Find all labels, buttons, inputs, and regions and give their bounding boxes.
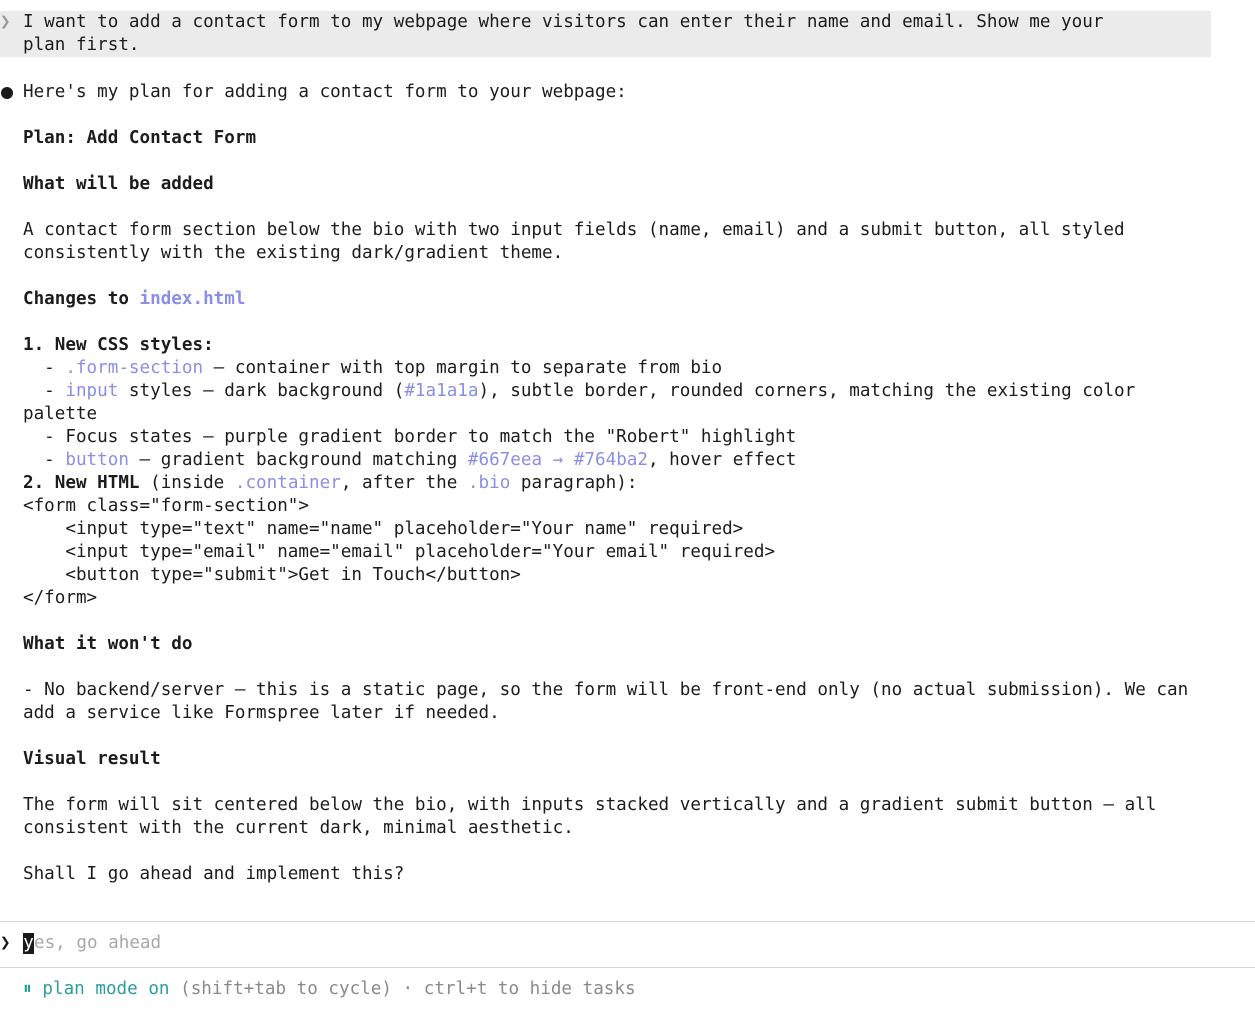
inline-code: .form-section [65, 358, 204, 378]
wont-body-line: - No backend/server — this is a static page, so the form will be front-end only (no actual submission). We can [23, 680, 1189, 700]
bullet-text: , hover effect [647, 450, 797, 470]
inline-code: button [65, 450, 129, 470]
bullet-text: — gradient background matching [128, 450, 468, 470]
html-code-line: <input type="email" name="email" placeholder="Your email" required> [23, 542, 776, 562]
wont-body-line: add a service like Formspree later if needed. [23, 703, 500, 723]
bullet-dash: - [23, 381, 66, 401]
text-cursor: y [23, 933, 34, 953]
prompt-input-placeholder[interactable]: es, go ahead [34, 933, 162, 953]
changes-heading-prefix: Changes to [23, 289, 140, 309]
changes-heading-file: index.html [139, 289, 246, 309]
inline-code: #1a1a1a [404, 381, 479, 401]
plan-title: Plan: Add Contact Form [23, 128, 257, 148]
bullet-text: — container with top margin to separate from bio [203, 358, 723, 378]
html-code-line: <form class="form-section"> [23, 496, 309, 516]
input-chevron-icon: ❯ [0, 933, 11, 953]
response-intro: Here's my plan for adding a contact form to your webpage: [23, 82, 627, 102]
section-added-body-line: consistently with the existing dark/gradient theme. [23, 243, 564, 263]
status-bar [23, 978, 636, 1001]
item2-num: 2. [23, 473, 55, 493]
inline-code: .container [234, 473, 341, 493]
inline-code: #667eea → #764ba2 [467, 450, 648, 470]
changes-heading [23, 288, 245, 311]
item2-text: , after the [340, 473, 468, 493]
html-code-line: <button type="submit">Get in Touch</button> [23, 565, 521, 585]
visual-body-line: The form will sit centered below the bio, with inputs stacked vertically and a gradient submit button — all [23, 795, 1157, 815]
bullet-dash: - [23, 358, 66, 378]
item1-bullet-button [23, 449, 796, 472]
plan-mode-indicator[interactable]: plan mode on [42, 979, 170, 999]
pause-icon: ⏸ [23, 979, 32, 999]
item1-bullet-input [23, 380, 1135, 403]
prompt-input-row[interactable] [0, 932, 1255, 955]
section-added-body-line: A contact form section below the bio with two input fields (name, email) and a submit button, all styled [23, 220, 1125, 240]
inline-code: input [65, 381, 119, 401]
response-bullet-icon [1, 87, 13, 99]
item1-label: 1. New CSS styles: [23, 335, 214, 355]
input-bottom-divider [0, 967, 1255, 968]
section-added-heading: What will be added [23, 174, 214, 194]
bullet-text: ), subtle border, rounded corners, matching the existing color [478, 381, 1136, 401]
input-top-divider [0, 921, 1255, 922]
html-code-line: </form> [23, 588, 98, 608]
item2-line [23, 472, 637, 495]
bullet-text: styles — dark background ( [118, 381, 405, 401]
item2-text: (inside [139, 473, 235, 493]
status-hint: (shift+tab to cycle) · ctrl+t to hide tasks [169, 979, 636, 999]
user-message-line: plan first. [23, 35, 140, 55]
item1-bullet-focus: - Focus states — purple gradient border to match the "Robert" highlight [23, 427, 797, 447]
visual-body-line: consistent with the current dark, minimal aesthetic. [23, 818, 574, 838]
bullet-dash: - [23, 450, 66, 470]
wont-heading: What it won't do [23, 634, 193, 654]
item1-bullet-input-wrap: palette [23, 404, 98, 424]
item2-label: New HTML [54, 473, 140, 493]
user-prompt-chevron-icon: ❯ [0, 12, 11, 32]
inline-code: .bio [467, 473, 511, 493]
html-code-line: <input type="text" name="name" placeholder="Your name" required> [23, 519, 744, 539]
confirmation-question: Shall I go ahead and implement this? [23, 864, 405, 884]
item2-text: paragraph): [510, 473, 638, 493]
user-message-line: I want to add a contact form to my webpage where visitors can enter their name and email. Show me your [23, 12, 1104, 32]
item1-bullet-form-section [23, 357, 722, 380]
visual-heading: Visual result [23, 749, 161, 769]
